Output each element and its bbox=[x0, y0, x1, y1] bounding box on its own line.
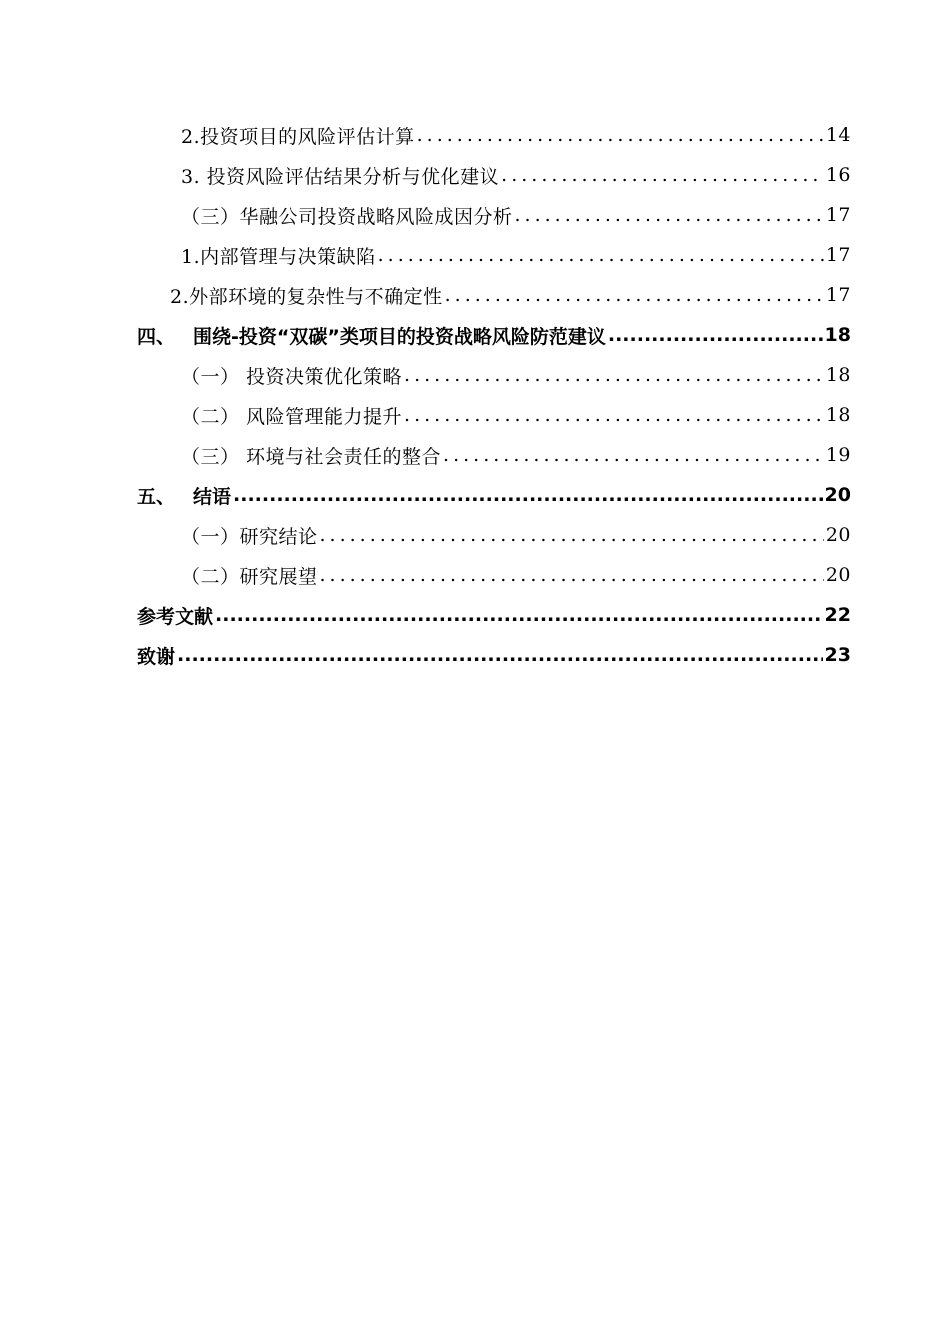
toc-page-number: 16 bbox=[825, 164, 851, 186]
toc-chapter-title: 围绕-投资“双碳”类项目的投资战略风险防范建议 bbox=[193, 325, 606, 348]
toc-entry-title: 2.外部环境的复杂性与不确定性 bbox=[170, 285, 443, 308]
toc-dot-leader bbox=[404, 404, 824, 426]
toc-entry[interactable] bbox=[0, 355, 950, 395]
toc-entry-title: 参考文献 bbox=[137, 605, 214, 628]
toc-dot-leader bbox=[404, 364, 824, 386]
toc-chapter-entry[interactable] bbox=[0, 315, 950, 355]
toc-chapter-number: 四、 bbox=[137, 325, 176, 348]
toc-dot-leader bbox=[515, 204, 824, 226]
toc-entry[interactable] bbox=[0, 395, 950, 435]
toc-dot-leader bbox=[417, 124, 824, 146]
toc-entry[interactable] bbox=[0, 235, 950, 275]
toc-entry-title: 3. 投资风险评估结果分析与优化建议 bbox=[181, 165, 500, 188]
toc-dot-leader bbox=[443, 444, 824, 466]
toc-chapter-entry[interactable] bbox=[0, 475, 950, 515]
toc-page-number: 17 bbox=[825, 244, 851, 266]
toc-dot-leader bbox=[378, 244, 824, 266]
toc-page-number: 18 bbox=[824, 324, 851, 346]
toc-entry-title: （二）研究展望 bbox=[181, 565, 318, 588]
toc-entry-title: （一） 投资决策优化策略 bbox=[181, 365, 403, 388]
toc-chapter-entry[interactable] bbox=[0, 595, 950, 635]
toc-chapter-number: 五、 bbox=[137, 485, 176, 508]
toc-entry[interactable] bbox=[0, 115, 950, 155]
toc-entry-title: （二） 风险管理能力提升 bbox=[181, 405, 403, 428]
toc-page-number: 20 bbox=[824, 484, 851, 506]
toc-entry-title: （三） 环境与社会责任的整合 bbox=[181, 445, 442, 468]
toc-dot-leader bbox=[320, 564, 824, 586]
toc-entry[interactable] bbox=[0, 195, 950, 235]
toc-page-number: 20 bbox=[825, 524, 851, 546]
toc-entry-title: （一）研究结论 bbox=[181, 525, 318, 548]
toc-page-number: 22 bbox=[824, 604, 851, 626]
toc-page-number: 17 bbox=[825, 204, 851, 226]
toc-entry[interactable] bbox=[0, 155, 950, 195]
toc-entry[interactable] bbox=[0, 435, 950, 475]
toc-page-number: 20 bbox=[825, 564, 851, 586]
toc-entry[interactable] bbox=[0, 555, 950, 595]
toc-dot-leader bbox=[445, 284, 824, 306]
toc-page-number: 18 bbox=[825, 404, 851, 426]
toc-page-number: 14 bbox=[825, 124, 851, 146]
toc-chapter-title: 结语 bbox=[193, 485, 232, 508]
toc-dot-leader bbox=[320, 524, 824, 546]
toc-dot-leader bbox=[608, 324, 823, 346]
toc-entry-title bbox=[137, 482, 231, 509]
toc-page-number: 23 bbox=[824, 644, 851, 666]
toc-page-number: 18 bbox=[825, 364, 851, 386]
toc-entry-title: （三）华融公司投资战略风险成因分析 bbox=[181, 205, 513, 228]
toc-page-number: 19 bbox=[825, 444, 851, 466]
toc-page-number: 17 bbox=[825, 284, 851, 306]
toc-dot-leader bbox=[177, 644, 823, 666]
toc-entry-title: 2.投资项目的风险评估计算 bbox=[181, 125, 415, 148]
toc-entry-title bbox=[137, 322, 606, 349]
toc-dot-leader bbox=[501, 164, 824, 186]
toc-entry[interactable] bbox=[0, 275, 950, 315]
toc-entry-title: 致谢 bbox=[137, 645, 176, 668]
toc-entry[interactable] bbox=[0, 515, 950, 555]
toc-chapter-entry[interactable] bbox=[0, 635, 950, 675]
toc-entry-title: 1.内部管理与决策缺陷 bbox=[181, 245, 376, 268]
toc-dot-leader bbox=[233, 484, 823, 506]
toc-dot-leader bbox=[215, 604, 823, 626]
